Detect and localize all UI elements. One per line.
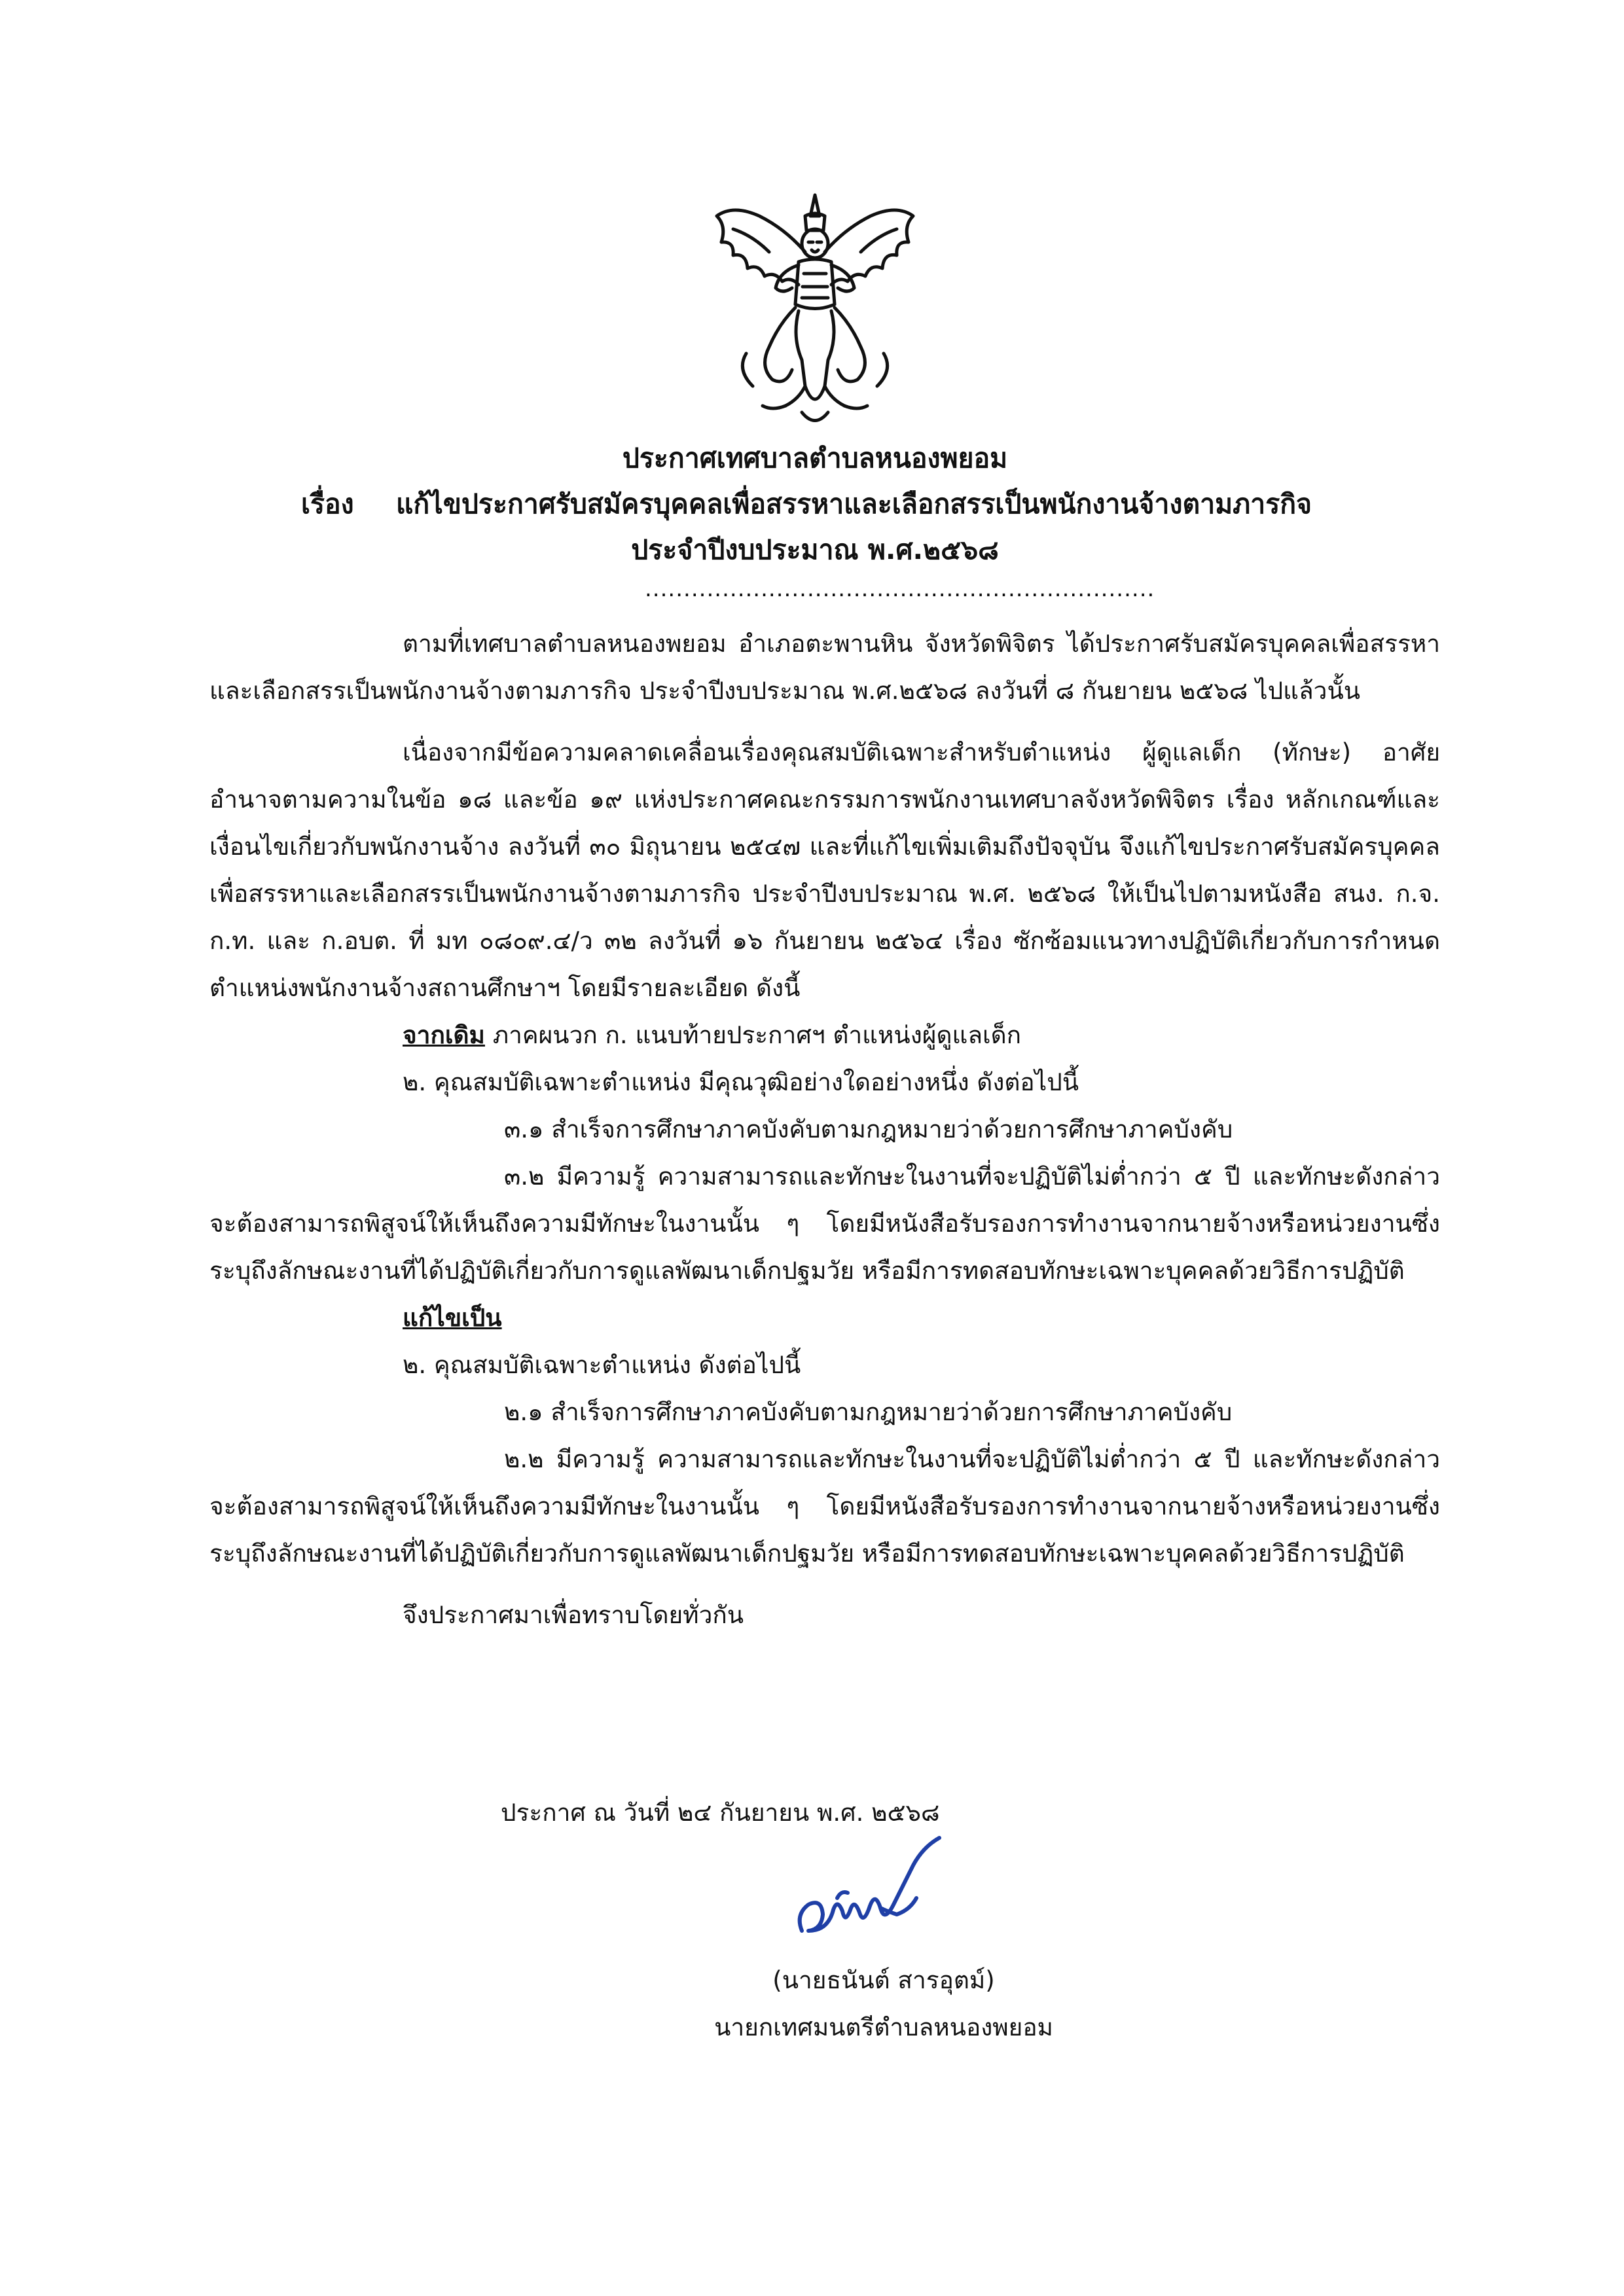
to-item-1: ๒.๑ สำเร็จการศึกษาภาคบังคับตามกฎหมายว่าด้วยการศึกษาภาคบังคับ [504, 1398, 1233, 1426]
fiscal-year-line: ประจำปีงบประมาณ พ.ศ.๒๕๖๘ [631, 534, 999, 565]
to-item: ๒. คุณสมบัติเฉพาะตำแหน่ง ดังต่อไปนี้ [403, 1351, 801, 1379]
from-label: จากเดิม [403, 1021, 485, 1049]
garuda-emblem-icon [707, 190, 923, 432]
document-header [262, 435, 1368, 573]
to-item-2: ๒.๒ มีความรู้ ความสามารถและทักษะในงานที่จะปฏิบัติไม่ต่ำกว่า ๕ ปี และทักษะดังกล่าวจะต้องสามารถพิสูจน์ให้เห็นถึงความมีทักษะในงานนั้น ๆ โดยมีหนังสือรับรองการทำงานจากนายจ้างหรือหน่วยงานซึ่งระบุถึงลักษณะงานที่ได้ปฏิบัติเกี่ยวกับการดูแลพัฒนาเด็กปฐมวัย หรือมีการทดสอบทักษะเฉพาะบุคคลด้วยวิธีการปฏิบัติ [209, 1445, 1440, 1568]
to-label: แก้ไขเป็น [403, 1304, 502, 1332]
announcement-title: ประกาศเทศบาลตำบลหนองพยอม [622, 442, 1008, 474]
from-item-2: ๓.๒ มีความรู้ ความสามารถและทักษะในงานที่จะปฏิบัติไม่ต่ำกว่า ๕ ปี และทักษะดังกล่าวจะต้องสามารถพิสูจน์ให้เห็นถึงความมีทักษะในงานนั้น ๆ โดยมีหนังสือรับรองการทำงานจากนายจ้างหรือหน่วยงานซึ่งระบุถึงลักษณะงานที่ได้ปฏิบัติเกี่ยวกับการดูแลพัฒนาเด็กปฐมวัย หรือมีการทดสอบทักษะเฉพาะบุคคลด้วยวิธีการปฏิบัติ [209, 1162, 1440, 1285]
from-description: ภาคผนวก ก. แนบท้ายประกาศฯ ตำแหน่งผู้ดูแลเด็ก [484, 1021, 1022, 1049]
subject-line [262, 481, 1368, 527]
from-item-1: ๓.๑ สำเร็จการศึกษาภาคบังคับตามกฎหมายว่าด้วยการศึกษาภาคบังคับ [504, 1115, 1233, 1143]
subject-label: เรื่อง [301, 488, 354, 520]
from-item: ๒. คุณสมบัติเฉพาะตำแหน่ง มีคุณวุฒิอย่างใดอย่างหนึ่ง ดังต่อไปนี้ [403, 1068, 1079, 1096]
closing-statement: จึงประกาศมาเพื่อทราบโดยทั่วกัน [403, 1601, 744, 1629]
handwritten-signature [782, 1833, 952, 1944]
signer-title: นายกเทศมนตรีตำบลหนองพยอม [714, 2013, 1053, 2041]
paragraph-intro: ตามที่เทศบาลตำบลหนองพยอม อำเภอตะพานหิน จังหวัดพิจิตร ได้ประกาศรับสมัครบุคคลเพื่อสรรหาและเลือกสรรเป็นพนักงานจ้างตามภารกิจ ประจำปีงบประมาณ พ.ศ.๒๕๖๘ ลงวันที่ ๘ กันยายน ๒๕๖๘ ไปแล้วนั้น [209, 630, 1440, 705]
paragraph-reason: เนื่องจากมีข้อความคลาดเคลื่อนเรื่องคุณสมบัติเฉพาะสำหรับตำแหน่ง ผู้ดูแลเด็ก (ทักษะ) อาศัยอำนาจตามความในข้อ ๑๘ และข้อ ๑๙ แห่งประกาศคณะกรรมการพนักงานเทศบาลจังหวัดพิจิตร เรื่อง หลักเกณฑ์และเงื่อนไขเกี่ยวกับพนักงานจ้าง ลงวันที่ ๓๐ มิถุนายน ๒๕๔๗ และที่แก้ไขเพิ่มเติมถึงปัจจุบัน จึงแก้ไขประกาศรับสมัครบุคคลเพื่อสรรหาและเลือกสรรเป็นพนักงานจ้างตามภารกิจ ประจำปีงบประมาณ พ.ศ. ๒๕๖๘ ให้เป็นไปตามหนังสือ สนง. ก.จ. ก.ท. และ ก.อบต. ที่ มท ๐๘๐๙.๔/ว ๓๒ ลงวันที่ ๑๖ กันยายน ๒๕๖๔ เรื่อง ซักซ้อมแนวทางปฏิบัติเกี่ยวกับการกำหนดตำแหน่งพนักงานจ้างสถานศึกษาฯ โดยมีรายละเอียด ดังนี้ [209, 738, 1440, 1002]
signer-name: (นายธนันต์ สารอุตม์) [772, 1966, 995, 1994]
announcement-date: ประกาศ ณ วันที่ ๒๔ กันยายน พ.ศ. ๒๕๖๘ [501, 1799, 940, 1827]
subject-text: แก้ไขประกาศรับสมัครบุคคลเพื่อสรรหาและเลือกสรรเป็นพนักงานจ้างตามภารกิจ [396, 488, 1312, 520]
document-body [209, 620, 1440, 1639]
signer-block [655, 1957, 1113, 2051]
header-dotted-rule: .................................................................. [645, 576, 1155, 602]
from-section-heading [209, 1012, 1440, 1059]
